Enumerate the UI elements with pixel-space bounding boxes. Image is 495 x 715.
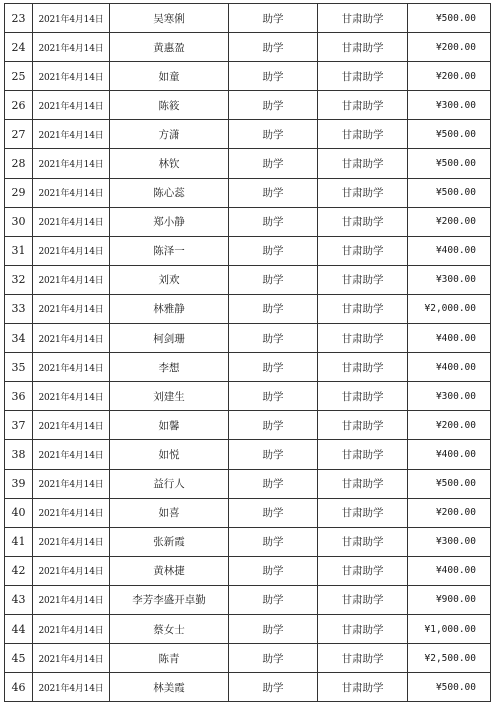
donation-amount: ¥400.00 [408, 440, 491, 469]
donation-type: 助学 [229, 382, 318, 411]
donation-amount: ¥2,000.00 [408, 294, 491, 323]
donation-amount: ¥200.00 [408, 498, 491, 527]
donation-date: 2021年4月14日 [33, 382, 110, 411]
donation-date: 2021年4月14日 [33, 33, 110, 62]
donor-name: 林钦 [110, 149, 229, 178]
donation-amount: ¥500.00 [408, 469, 491, 498]
project-name: 甘肃助学 [318, 4, 408, 33]
row-index: 46 [5, 673, 33, 702]
donation-amount: ¥500.00 [408, 149, 491, 178]
table-row [5, 294, 491, 323]
donation-type: 助学 [229, 673, 318, 702]
project-name: 甘肃助学 [318, 91, 408, 120]
row-index: 42 [5, 556, 33, 585]
donation-date: 2021年4月14日 [33, 440, 110, 469]
table-row [5, 498, 491, 527]
donation-type: 助学 [229, 556, 318, 585]
donation-type: 助学 [229, 324, 318, 353]
donor-name: 如童 [110, 62, 229, 91]
donation-type: 助学 [229, 411, 318, 440]
row-index: 30 [5, 207, 33, 236]
donation-date: 2021年4月14日 [33, 149, 110, 178]
donation-date: 2021年4月14日 [33, 585, 110, 614]
donor-name: 蔡女士 [110, 614, 229, 643]
row-index: 28 [5, 149, 33, 178]
row-index: 33 [5, 294, 33, 323]
donation-amount: ¥900.00 [408, 585, 491, 614]
project-name: 甘肃助学 [318, 265, 408, 294]
table-row [5, 265, 491, 294]
table-row [5, 556, 491, 585]
donation-amount: ¥200.00 [408, 411, 491, 440]
donation-date: 2021年4月14日 [33, 4, 110, 33]
donation-type: 助学 [229, 91, 318, 120]
donation-date: 2021年4月14日 [33, 207, 110, 236]
donation-date: 2021年4月14日 [33, 120, 110, 149]
donor-name: 方潇 [110, 120, 229, 149]
donation-type: 助学 [229, 469, 318, 498]
project-name: 甘肃助学 [318, 178, 408, 207]
donor-name: 林雅静 [110, 294, 229, 323]
project-name: 甘肃助学 [318, 324, 408, 353]
donation-date: 2021年4月14日 [33, 294, 110, 323]
donor-name: 陈泽一 [110, 236, 229, 265]
donation-date: 2021年4月14日 [33, 498, 110, 527]
donation-type: 助学 [229, 353, 318, 382]
row-index: 39 [5, 469, 33, 498]
donation-amount: ¥400.00 [408, 353, 491, 382]
donation-date: 2021年4月14日 [33, 265, 110, 294]
project-name: 甘肃助学 [318, 527, 408, 556]
table-row [5, 673, 491, 702]
donor-name: 李想 [110, 353, 229, 382]
donor-name: 李芳李盛开卓勤 [110, 585, 229, 614]
table-row [5, 382, 491, 411]
table-row [5, 91, 491, 120]
donation-date: 2021年4月14日 [33, 353, 110, 382]
donor-name: 如悦 [110, 440, 229, 469]
table-body [5, 4, 491, 702]
project-name: 甘肃助学 [318, 236, 408, 265]
donor-name: 黄林捷 [110, 556, 229, 585]
donor-name: 如喜 [110, 498, 229, 527]
table-row [5, 440, 491, 469]
table-row [5, 644, 491, 673]
project-name: 甘肃助学 [318, 149, 408, 178]
row-index: 26 [5, 91, 33, 120]
donation-type: 助学 [229, 149, 318, 178]
donation-amount: ¥200.00 [408, 62, 491, 91]
donation-amount: ¥400.00 [408, 324, 491, 353]
donation-type: 助学 [229, 120, 318, 149]
row-index: 25 [5, 62, 33, 91]
donation-amount: ¥400.00 [408, 236, 491, 265]
project-name: 甘肃助学 [318, 498, 408, 527]
donor-name: 柯剑珊 [110, 324, 229, 353]
donation-amount: ¥500.00 [408, 673, 491, 702]
table-row [5, 120, 491, 149]
project-name: 甘肃助学 [318, 614, 408, 643]
donation-date: 2021年4月14日 [33, 469, 110, 498]
donation-amount: ¥1,000.00 [408, 614, 491, 643]
row-index: 37 [5, 411, 33, 440]
project-name: 甘肃助学 [318, 411, 408, 440]
donation-amount: ¥500.00 [408, 178, 491, 207]
donation-type: 助学 [229, 178, 318, 207]
table-row [5, 149, 491, 178]
project-name: 甘肃助学 [318, 469, 408, 498]
donation-amount: ¥300.00 [408, 382, 491, 411]
donation-type: 助学 [229, 62, 318, 91]
donation-type: 助学 [229, 614, 318, 643]
donation-date: 2021年4月14日 [33, 236, 110, 265]
table-row [5, 33, 491, 62]
donor-name: 黄惠盈 [110, 33, 229, 62]
donation-amount: ¥400.00 [408, 556, 491, 585]
donation-table [4, 3, 491, 702]
donation-date: 2021年4月14日 [33, 614, 110, 643]
donation-amount: ¥2,500.00 [408, 644, 491, 673]
donation-type: 助学 [229, 644, 318, 673]
donation-date: 2021年4月14日 [33, 411, 110, 440]
donation-date: 2021年4月14日 [33, 91, 110, 120]
donation-amount: ¥200.00 [408, 33, 491, 62]
project-name: 甘肃助学 [318, 673, 408, 702]
donation-type: 助学 [229, 236, 318, 265]
project-name: 甘肃助学 [318, 120, 408, 149]
table-row [5, 324, 491, 353]
donation-type: 助学 [229, 498, 318, 527]
table-row [5, 411, 491, 440]
table-row [5, 527, 491, 556]
table-row [5, 62, 491, 91]
donation-type: 助学 [229, 33, 318, 62]
row-index: 29 [5, 178, 33, 207]
row-index: 43 [5, 585, 33, 614]
donation-type: 助学 [229, 265, 318, 294]
table-row [5, 585, 491, 614]
row-index: 41 [5, 527, 33, 556]
donation-date: 2021年4月14日 [33, 324, 110, 353]
donation-type: 助学 [229, 4, 318, 33]
table-row [5, 4, 491, 33]
project-name: 甘肃助学 [318, 353, 408, 382]
donor-name: 刘欢 [110, 265, 229, 294]
donor-name: 陈筱 [110, 91, 229, 120]
donation-type: 助学 [229, 440, 318, 469]
donor-name: 刘建生 [110, 382, 229, 411]
donation-amount: ¥500.00 [408, 120, 491, 149]
donor-name: 益行人 [110, 469, 229, 498]
project-name: 甘肃助学 [318, 585, 408, 614]
donor-name: 郑小静 [110, 207, 229, 236]
donor-name: 吴寒俐 [110, 4, 229, 33]
row-index: 38 [5, 440, 33, 469]
donation-type: 助学 [229, 207, 318, 236]
donation-date: 2021年4月14日 [33, 527, 110, 556]
project-name: 甘肃助学 [318, 294, 408, 323]
row-index: 34 [5, 324, 33, 353]
donation-amount: ¥300.00 [408, 265, 491, 294]
donor-name: 林美霞 [110, 673, 229, 702]
project-name: 甘肃助学 [318, 382, 408, 411]
donation-date: 2021年4月14日 [33, 178, 110, 207]
row-index: 36 [5, 382, 33, 411]
row-index: 31 [5, 236, 33, 265]
project-name: 甘肃助学 [318, 440, 408, 469]
project-name: 甘肃助学 [318, 62, 408, 91]
project-name: 甘肃助学 [318, 33, 408, 62]
donation-date: 2021年4月14日 [33, 62, 110, 91]
table-row [5, 236, 491, 265]
row-index: 27 [5, 120, 33, 149]
table-row [5, 178, 491, 207]
donor-name: 如馨 [110, 411, 229, 440]
donation-type: 助学 [229, 294, 318, 323]
donor-name: 陈青 [110, 644, 229, 673]
table-row [5, 469, 491, 498]
table-row [5, 207, 491, 236]
donor-name: 陈心蕊 [110, 178, 229, 207]
project-name: 甘肃助学 [318, 556, 408, 585]
row-index: 24 [5, 33, 33, 62]
row-index: 23 [5, 4, 33, 33]
project-name: 甘肃助学 [318, 207, 408, 236]
donation-type: 助学 [229, 527, 318, 556]
donation-date: 2021年4月14日 [33, 556, 110, 585]
project-name: 甘肃助学 [318, 644, 408, 673]
donation-amount: ¥300.00 [408, 91, 491, 120]
donation-date: 2021年4月14日 [33, 673, 110, 702]
row-index: 45 [5, 644, 33, 673]
donation-date: 2021年4月14日 [33, 644, 110, 673]
table-row [5, 614, 491, 643]
table-row [5, 353, 491, 382]
donor-name: 张新霞 [110, 527, 229, 556]
donation-amount: ¥300.00 [408, 527, 491, 556]
row-index: 32 [5, 265, 33, 294]
row-index: 35 [5, 353, 33, 382]
donation-amount: ¥500.00 [408, 4, 491, 33]
row-index: 40 [5, 498, 33, 527]
row-index: 44 [5, 614, 33, 643]
donation-type: 助学 [229, 585, 318, 614]
donation-amount: ¥200.00 [408, 207, 491, 236]
